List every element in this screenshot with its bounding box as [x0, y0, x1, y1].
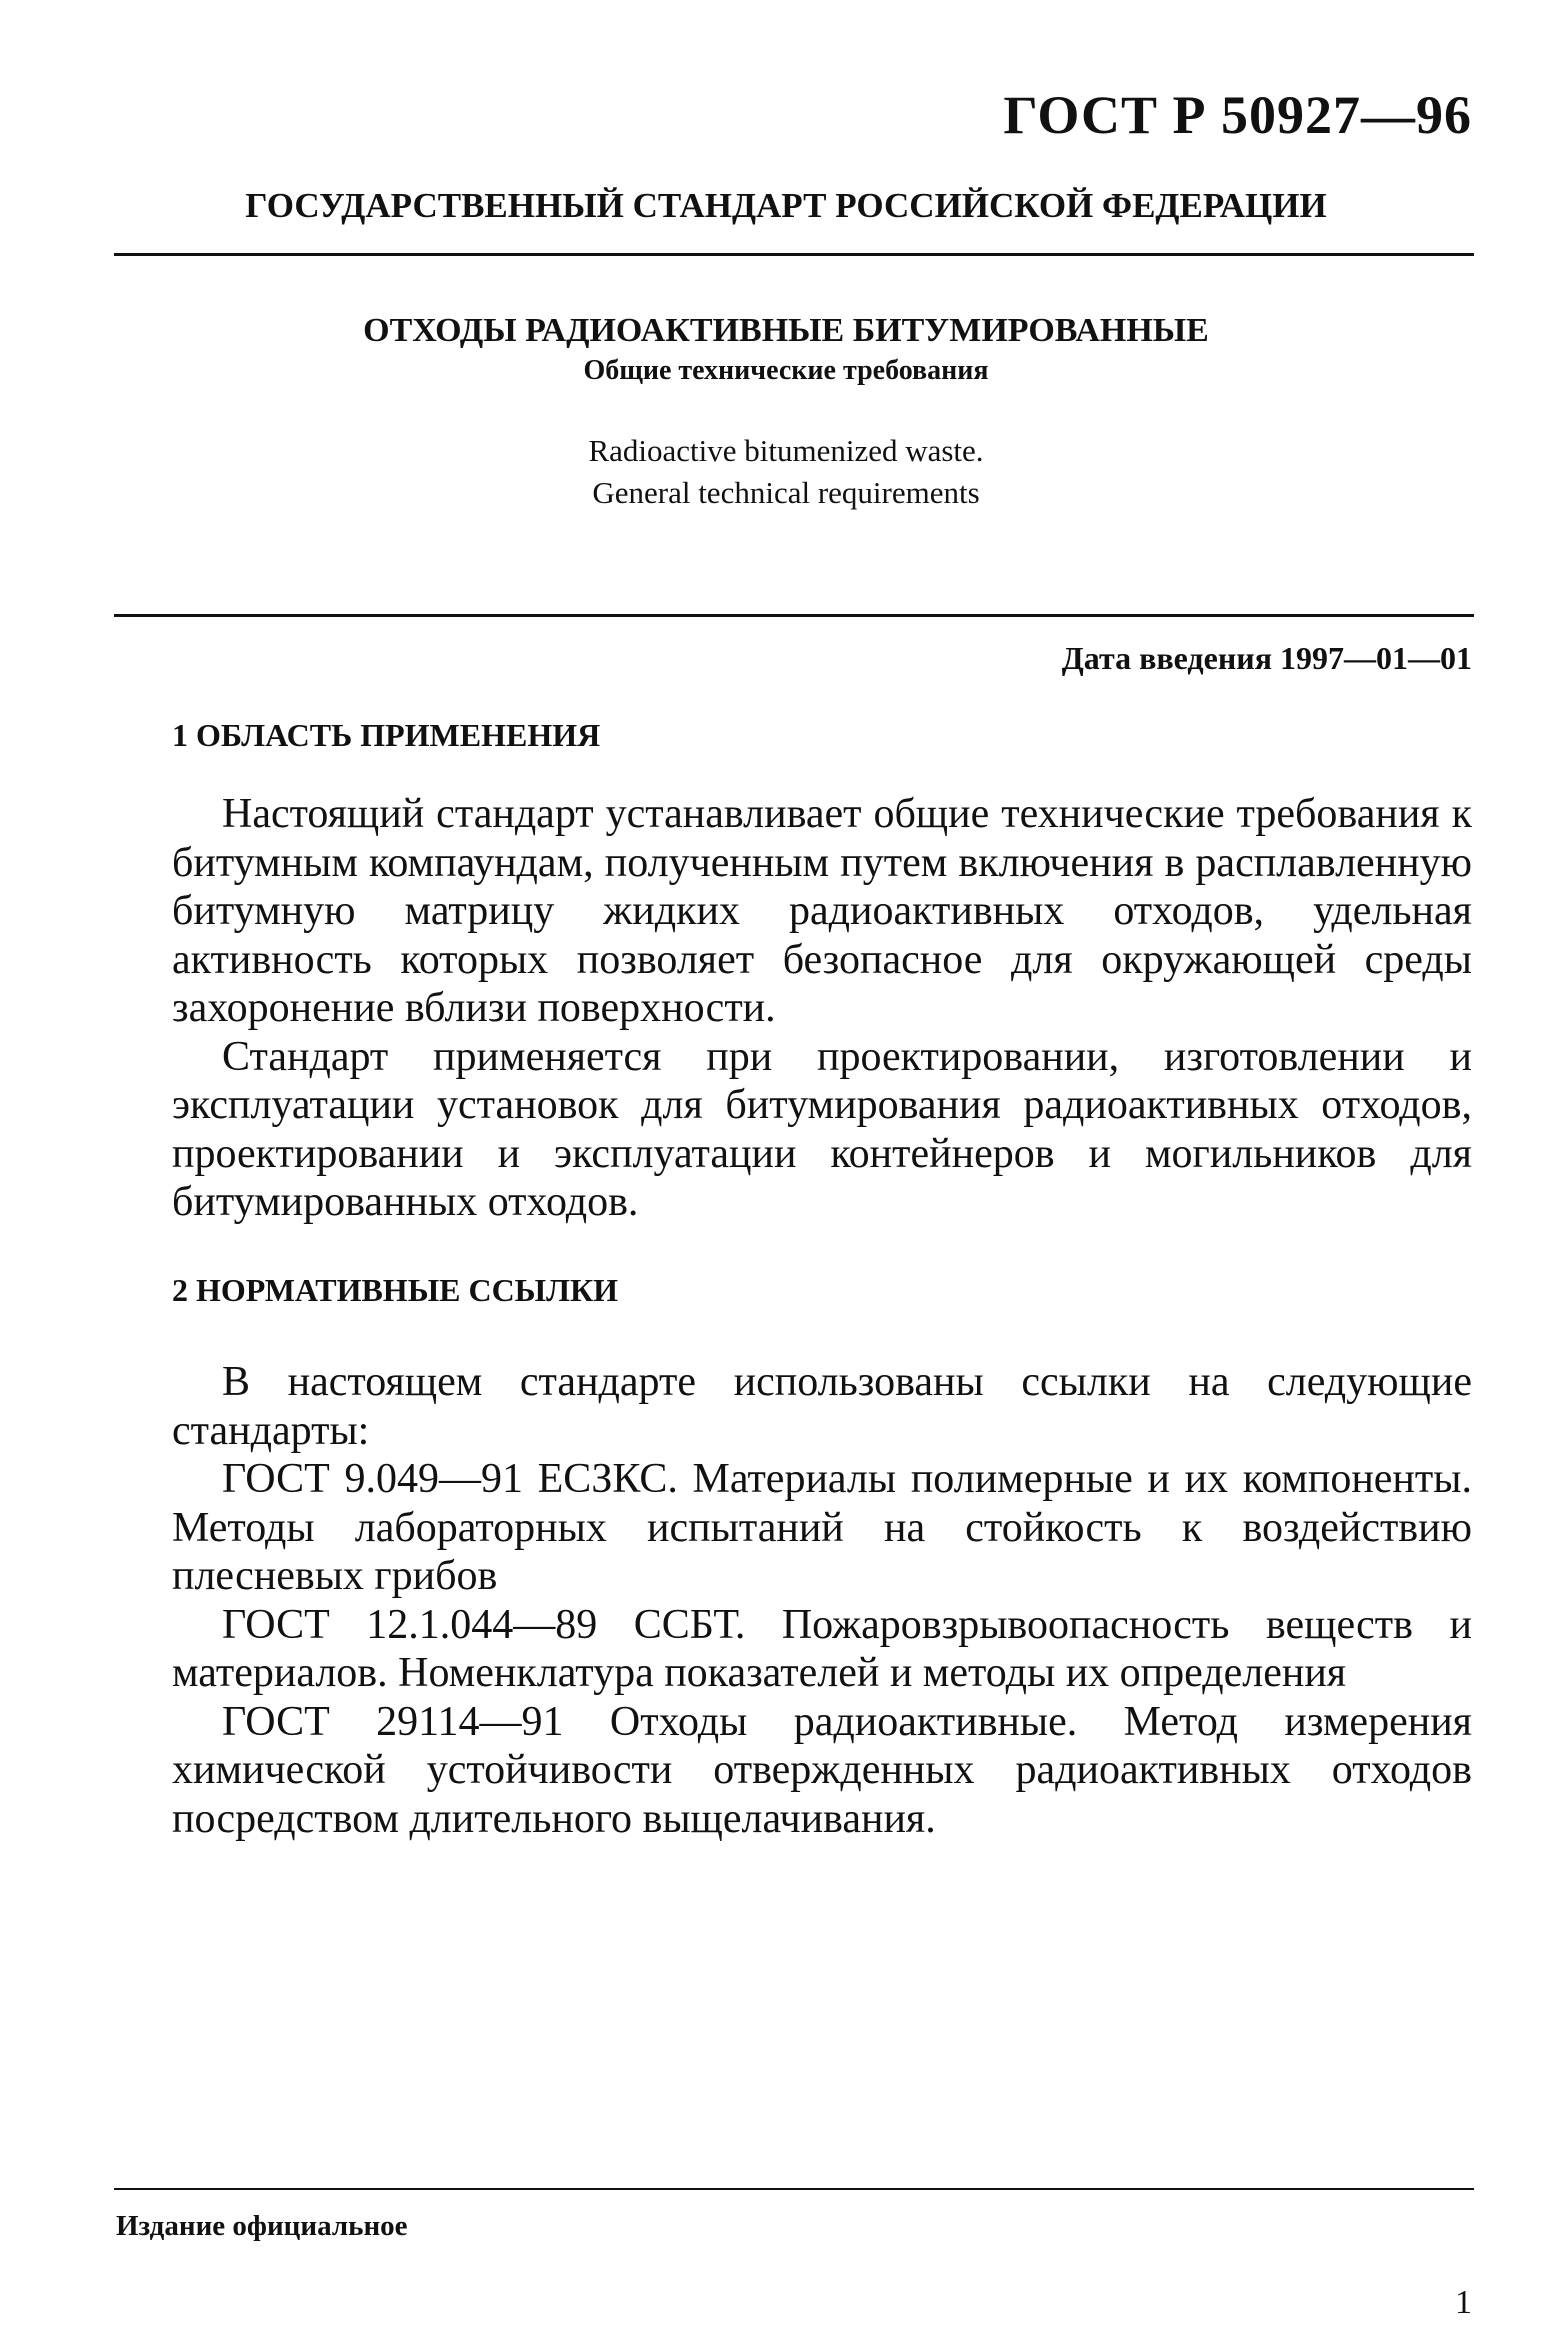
- reference-item: ГОСТ 12.1.044—89 ССБТ. Пожаровзрывоопасность веществ и материалов. Номенклатура показателей и методы их определения: [172, 1601, 1472, 1696]
- state-standard-heading: ГОСУДАРСТВЕННЫЙ СТАНДАРТ РОССИЙСКОЙ ФЕДЕРАЦИИ: [245, 186, 1327, 225]
- reference-item: ГОСТ 9.049—91 ЕСЗКС. Материалы полимерные и их компоненты. Методы лабораторных испытаний на стойкость к воздействию плесневых грибов: [172, 1456, 1472, 1599]
- section-2-heading: 2 НОРМАТИВНЫЕ ССЫЛКИ: [172, 1272, 619, 1308]
- top-divider: [114, 253, 1474, 256]
- title-divider: [114, 614, 1474, 617]
- section-2-paragraph: В настоящем стандарте использованы ссылки на следующие стандарты:: [172, 1359, 1472, 1454]
- section-1-heading: 1 ОБЛАСТЬ ПРИМЕНЕНИЯ: [172, 717, 601, 753]
- page-number: 1: [1455, 2284, 1472, 2321]
- edition-label: Издание официальное: [116, 2210, 408, 2242]
- section-2-body: [172, 1358, 1472, 1843]
- section-1-paragraph: Стандарт применяется при проектировании, изготовлении и эксплуатации установок для битумирования радиоактивных отходов, проектировании и эксплуатации контейнеров и могильников для битумированных отходов.: [172, 1033, 1472, 1225]
- document-title: ОТХОДЫ РАДИОАКТИВНЫЕ БИТУМИРОВАННЫЕ: [363, 312, 1209, 349]
- english-title: [0, 430, 1552, 514]
- section-1-paragraph: Настоящий стандарт устанавливает общие технические требования к битумным компаундам, полученным путем включения в расплавленную битумную матрицу жидких радиоактивных отходов, удельная активность которых позволяет безопасное для окружающей среды захоронение вблизи поверхности.: [172, 791, 1472, 1031]
- introduction-date: Дата введения 1997—01—01: [1061, 640, 1472, 676]
- english-title-line-1: Radioactive bitumenized waste.: [588, 433, 984, 468]
- footer-divider: [114, 2188, 1474, 2190]
- section-1-body: [172, 790, 1472, 1227]
- reference-item: ГОСТ 29114—91 Отходы радиоактивные. Метод измерения химической устойчивости отвержденных радиоактивных отходов посредством длительного выщелачивания.: [172, 1698, 1472, 1842]
- english-title-line-2: General technical requirements: [592, 475, 980, 510]
- document-subtitle: Общие технические требования: [583, 355, 989, 386]
- gost-number: ГОСТ Р 50927—96: [1003, 85, 1472, 145]
